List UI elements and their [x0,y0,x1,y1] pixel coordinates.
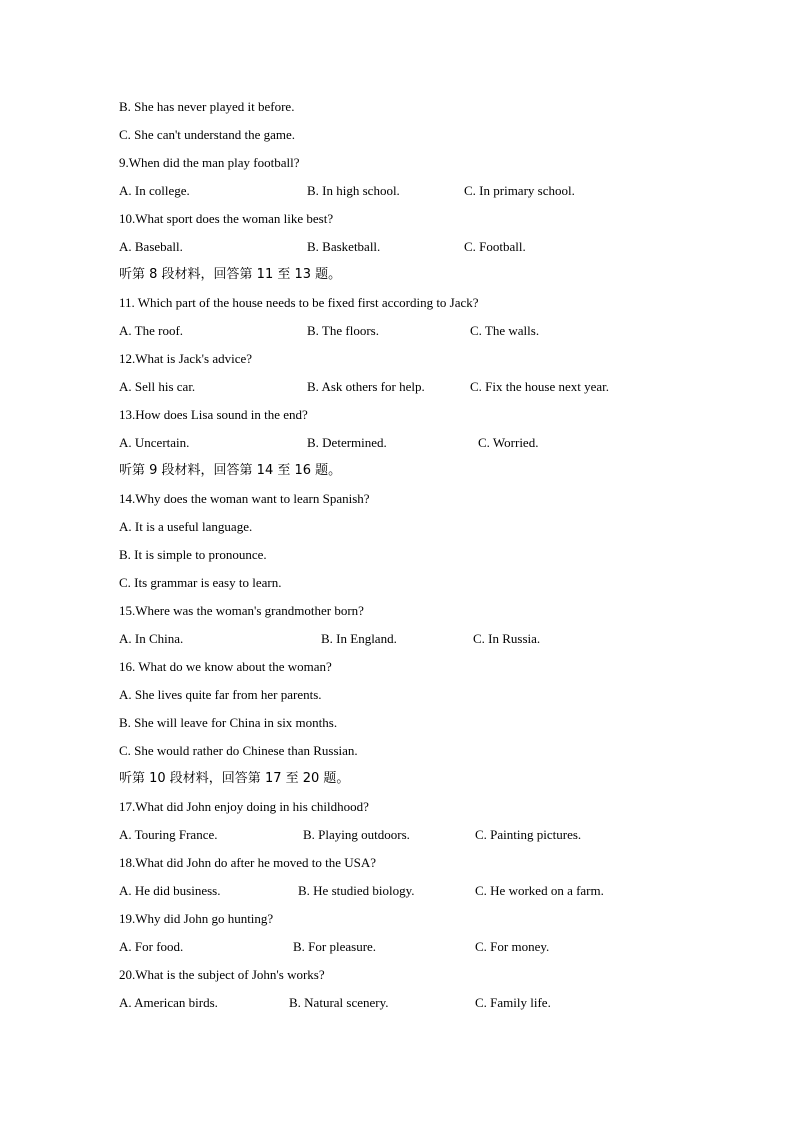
option-b: B. For pleasure. [293,939,377,954]
option-row [0,237,794,257]
line-text: 18.What did John do after he moved to the USA? [119,855,377,870]
line-text: B. It is simple to pronounce. [119,547,267,562]
question [0,657,794,677]
option-c: C. He worked on a farm. [475,883,604,898]
line-text: A. She lives quite far from her parents. [119,687,322,702]
line-text: 13.How does Lisa sound in the end? [119,407,308,422]
option-a: A. American birds. [119,995,218,1010]
option-a: A. In college. [119,183,190,198]
option-b: B. In England. [321,631,397,646]
option-row [0,937,794,957]
option-c: C. In primary school. [464,183,575,198]
line-text: 听第 8 段材料，回答第 11 至 13 题。 [119,267,342,282]
option-row [0,321,794,341]
option-b: B. Basketball. [307,239,381,254]
option-b: B. He studied biology. [298,883,415,898]
option-a: A. Baseball. [119,239,183,254]
option-a: A. Uncertain. [119,435,190,450]
option-row [0,377,794,397]
line-text: 14.Why does the woman want to learn Spanish? [119,491,370,506]
option-c: C. Family life. [475,995,551,1010]
option-b: B. In high school. [307,183,400,198]
line-text: 15.Where was the woman's grandmother born? [119,603,364,618]
option-a: A. For food. [119,939,184,954]
question [0,601,794,621]
option-b: B. Playing outdoors. [303,827,410,842]
question [0,853,794,873]
option-line [0,97,794,117]
option-b: B. Natural scenery. [289,995,389,1010]
section-heading [0,461,794,481]
option-row [0,881,794,901]
line-text: 10.What sport does the woman like best? [119,211,334,226]
question [0,909,794,929]
option-b: B. Determined. [307,435,387,450]
option-c: C. Football. [464,239,526,254]
option-line [0,125,794,145]
option-b: B. Ask others for help. [307,379,425,394]
line-text: 12.What is Jack's advice? [119,351,253,366]
option-row [0,629,794,649]
option-c: C. For money. [475,939,550,954]
line-text: A. It is a useful language. [119,519,253,534]
question [0,349,794,369]
question [0,153,794,173]
option-a: A. Touring France. [119,827,218,842]
section-heading [0,769,794,789]
question [0,293,794,313]
option-row [0,825,794,845]
line-text: 17.What did John enjoy doing in his childhood? [119,799,369,814]
option-c: C. The walls. [470,323,540,338]
line-text: B. She has never played it before. [119,99,295,114]
option-line [0,713,794,733]
option-line [0,685,794,705]
option-a: A. The roof. [119,323,184,338]
line-text: 19.Why did John go hunting? [119,911,274,926]
option-c: C. In Russia. [473,631,541,646]
question [0,405,794,425]
question [0,209,794,229]
option-c: C. Worried. [478,435,539,450]
option-row [0,993,794,1013]
line-text: 20.What is the subject of John's works? [119,967,325,982]
option-row [0,181,794,201]
line-text: 9.When did the man play football? [119,155,300,170]
section-heading [0,265,794,285]
option-line [0,741,794,761]
question [0,965,794,985]
line-text: 听第 9 段材料，回答第 14 至 16 题。 [119,463,342,478]
line-text: 11. Which part of the house needs to be fixed first according to Jack? [119,295,479,310]
question [0,797,794,817]
option-c: C. Painting pictures. [475,827,582,842]
option-a: A. Sell his car. [119,379,196,394]
option-a: A. He did business. [119,883,221,898]
option-line [0,517,794,537]
option-a: A. In China. [119,631,184,646]
line-text: B. She will leave for China in six months. [119,715,338,730]
option-c: C. Fix the house next year. [470,379,610,394]
option-line [0,573,794,593]
option-b: B. The floors. [307,323,379,338]
line-text: C. She would rather do Chinese than Russian. [119,743,358,758]
option-row [0,433,794,453]
line-text: C. Its grammar is easy to learn. [119,575,282,590]
option-line [0,545,794,565]
line-text: 16. What do we know about the woman? [119,659,332,674]
line-text: C. She can't understand the game. [119,127,295,142]
line-text: 听第 10 段材料，回答第 17 至 20 题。 [119,771,350,786]
question [0,489,794,509]
